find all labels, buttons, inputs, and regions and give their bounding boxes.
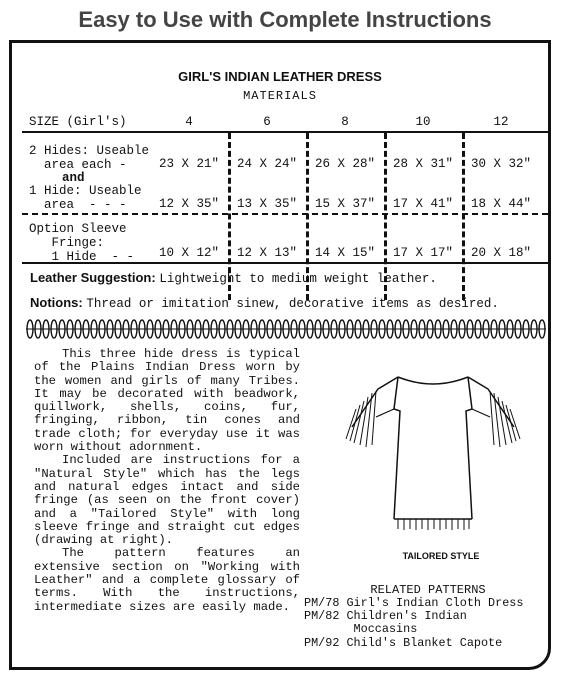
description-text [34, 348, 300, 614]
one-hide-size-6: 13 X 35" [236, 197, 297, 211]
fringe-size-10: 17 X 17" [392, 246, 453, 260]
list-item: PM/92 Child's Blanket Capote [304, 635, 503, 650]
table-top-rule [22, 131, 548, 133]
dress-drawing [338, 369, 528, 549]
size-col-8: 8 [341, 115, 349, 129]
two-hides-size-12: 30 X 32" [470, 157, 531, 171]
related-patterns-list [304, 597, 554, 650]
coil-border [26, 318, 546, 340]
leather-suggestion [30, 270, 437, 286]
size-label: SIZE (Girl's) [29, 115, 127, 129]
description-paragraph: The pattern features an extensive section on "Working with Leather" and a complete glossary of terms. With the instructions, intermediate sizes are easily made. [34, 546, 300, 614]
drawing-caption: TAILORED STYLE [402, 551, 480, 561]
size-col-12: 12 [493, 115, 509, 129]
table-bottom-rule [22, 262, 548, 264]
row-label-one-hide: 1 Hide: Useable area - - - [29, 184, 142, 212]
fringe-size-6: 12 X 13" [236, 246, 297, 260]
notions-label: Notions: [30, 295, 83, 310]
size-col-4: 4 [185, 115, 193, 129]
materials-heading: MATERIALS [243, 89, 317, 103]
one-hide-size-4: 12 X 35" [158, 197, 219, 211]
description-paragraph: Included are instructions for a "Natural Style" which has the legs and natural edges intact and side fringe (as seen on the front cover) and a "Tailored Style" with long sleeve fringe and straight cut edges (drawing at right). [34, 453, 300, 548]
fringe-size-8: 14 X 15" [314, 246, 375, 260]
notions-text: Thread or imitation sinew, decorative items as desired. [86, 297, 499, 311]
fringe-size-12: 20 X 18" [470, 246, 531, 260]
pattern-title: GIRL'S INDIAN LEATHER DRESS [178, 69, 382, 84]
list-item: Moccasins [304, 622, 418, 637]
leather-label: Leather Suggestion: [30, 270, 156, 285]
list-item: PM/78 Girl's Indian Cloth Dress [304, 596, 524, 610]
description-paragraph: This three hide dress is typical of the Plains Indian Dress worn by the women and girls of many Tribes. It may be decorated with beadwork, quillwork, shells, coins, fur, fringing, ribbon, tin cones and trade cloth; for everyday use it was worn without adornment. [34, 347, 300, 455]
pattern-info-panel [9, 40, 551, 670]
row-label-two-hides: 2 Hides: Useable area each - [29, 144, 150, 172]
size-col-6: 6 [263, 115, 271, 129]
row-divider [22, 213, 548, 215]
fringe-size-4: 10 X 12" [158, 246, 219, 260]
size-col-10: 10 [415, 115, 431, 129]
two-hides-size-4: 23 X 21" [158, 157, 219, 171]
two-hides-size-8: 26 X 28" [314, 157, 375, 171]
leather-text: Lightweight to medium weight leather. [159, 272, 437, 286]
list-item: PM/82 Children's Indian [304, 609, 467, 624]
two-hides-size-10: 28 X 31" [392, 157, 453, 171]
one-hide-size-8: 15 X 37" [314, 197, 375, 211]
one-hide-size-12: 18 X 44" [470, 197, 531, 211]
row-label-fringe: Option Sleeve Fringe: 1 Hide - - [29, 222, 135, 264]
one-hide-size-10: 17 X 41" [392, 197, 453, 211]
notions [30, 295, 499, 311]
page-header: Easy to Use with Complete Instructions [78, 7, 492, 32]
two-hides-size-6: 24 X 24" [236, 157, 297, 171]
and-label: and [62, 171, 85, 185]
related-patterns-title: RELATED PATTERNS [370, 583, 486, 597]
